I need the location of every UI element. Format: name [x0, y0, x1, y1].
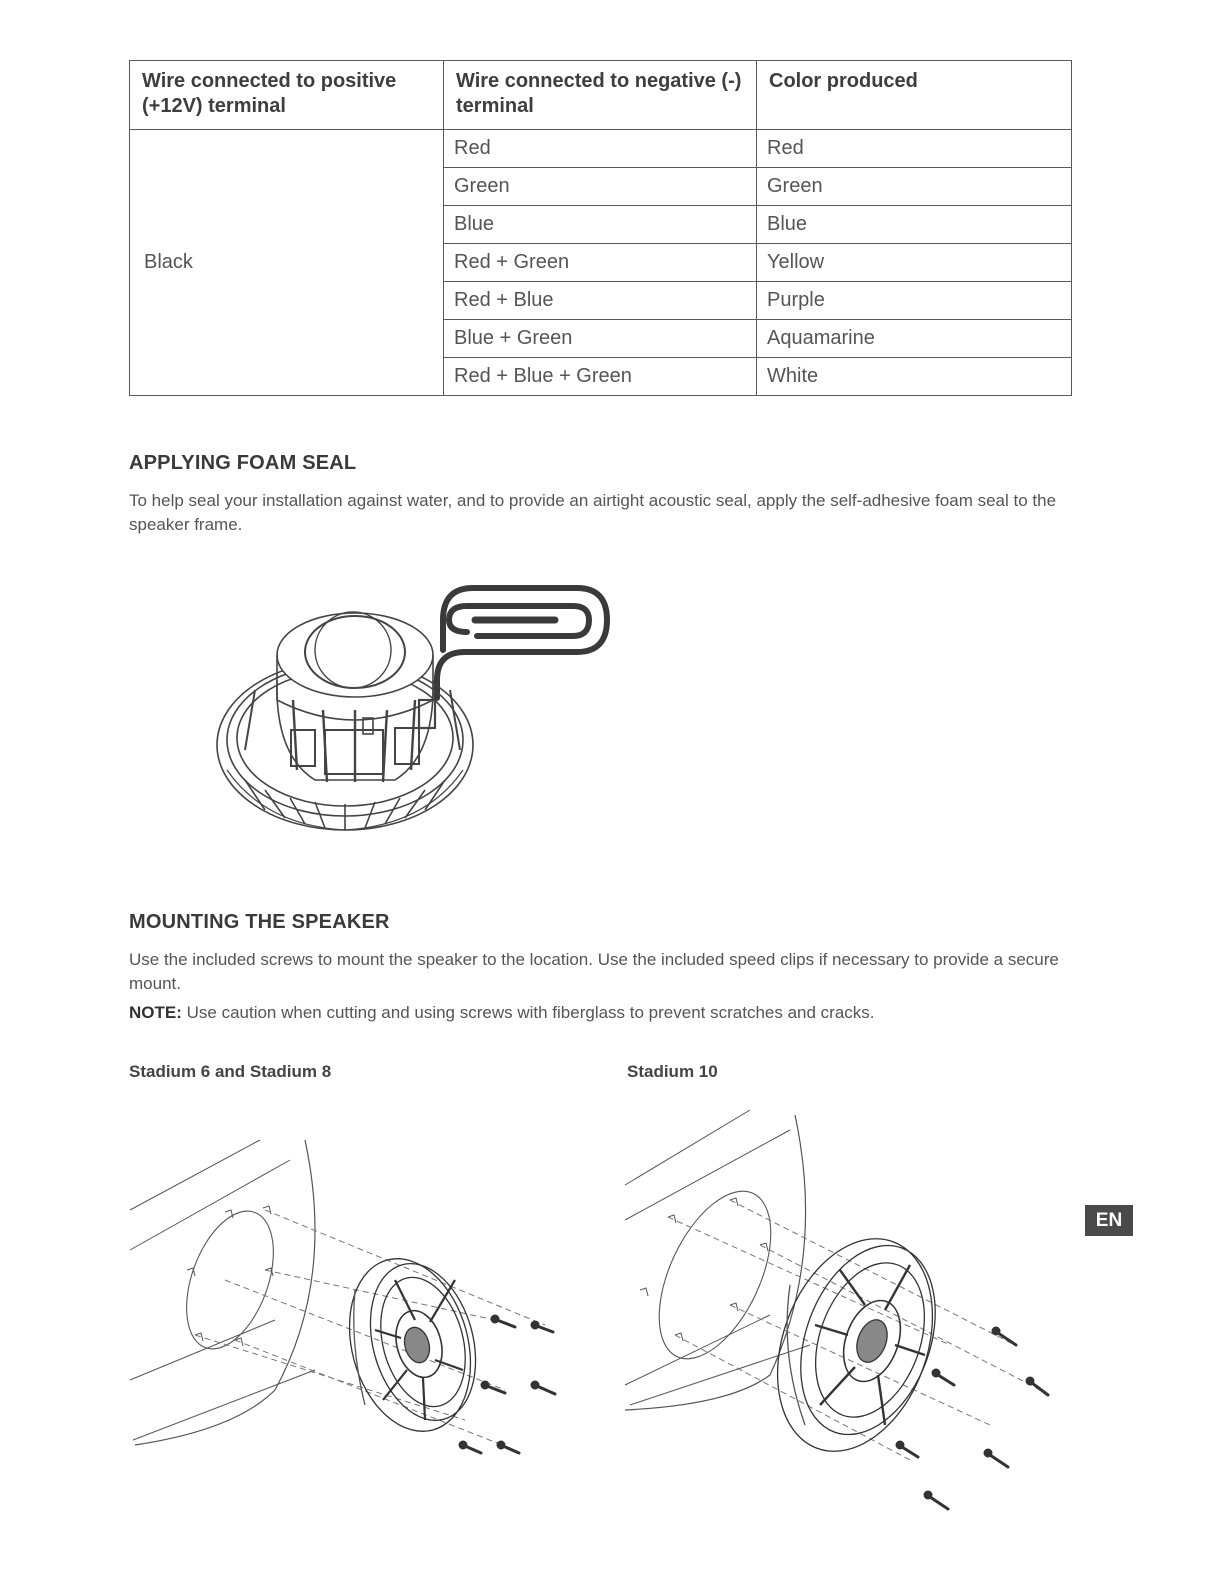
mounting-text: Use the included screws to mount the speaker to the location. Use the included speed clips if necessary to provide a secure mount.	[129, 950, 1059, 993]
foam-strip-icon	[437, 588, 607, 698]
screw-icon	[460, 1316, 555, 1453]
negative-wire-cell: Red + Blue	[444, 282, 757, 320]
foam-seal-illustration	[205, 580, 625, 840]
speaker-icon	[331, 1245, 492, 1445]
negative-wire-cell: Red	[444, 130, 757, 168]
color-produced-cell: Blue	[757, 206, 1072, 244]
mounting-diagram-stadium-6-8	[125, 1130, 575, 1460]
speaker-frame-icon	[217, 612, 473, 830]
header-color-produced: Color produced	[757, 61, 1072, 130]
table-row	[130, 130, 1072, 168]
wiring-table	[129, 60, 1072, 396]
negative-wire-cell: Blue	[444, 206, 757, 244]
color-produced-cell: Green	[757, 168, 1072, 206]
foam-seal-text: To help seal your installation against water, and to provide an airtight acoustic seal, apply the self-adhesive foam seal to the speaker frame.	[129, 491, 1057, 534]
table-header-row	[130, 61, 1072, 130]
negative-wire-cell: Red + Green	[444, 244, 757, 282]
figure-caption-stadium-6-8: Stadium 6 and Stadium 8	[129, 1062, 332, 1081]
color-produced-cell: Purple	[757, 282, 1072, 320]
color-produced-cell: Red	[757, 130, 1072, 168]
color-produced-cell: Yellow	[757, 244, 1072, 282]
language-badge: EN	[1085, 1205, 1133, 1236]
screw-icon	[897, 1328, 1048, 1509]
header-positive-wire: Wire connected to positive (+12V) terminal	[130, 61, 444, 130]
header-negative-wire: Wire connected to negative (-) terminal	[444, 61, 757, 130]
negative-wire-cell: Green	[444, 168, 757, 206]
color-produced-cell: Aquamarine	[757, 320, 1072, 358]
color-produced-cell: White	[757, 358, 1072, 396]
mounting-title: MOUNTING THE SPEAKER	[129, 911, 390, 933]
foam-seal-title: APPLYING FOAM SEAL	[129, 452, 357, 474]
mounting-note	[129, 1001, 1079, 1025]
figure-caption-stadium-10: Stadium 10	[627, 1062, 718, 1081]
note-text: Use caution when cutting and using screws with fiberglass to prevent scratches and cracks.	[181, 1003, 875, 1022]
speaker-icon	[750, 1217, 961, 1473]
negative-wire-cell: Blue + Green	[444, 320, 757, 358]
negative-wire-cell: Red + Blue + Green	[444, 358, 757, 396]
positive-wire-cell: Black	[130, 130, 444, 396]
mounting-diagram-stadium-10	[620, 1105, 1070, 1515]
note-label: NOTE:	[129, 1003, 182, 1022]
